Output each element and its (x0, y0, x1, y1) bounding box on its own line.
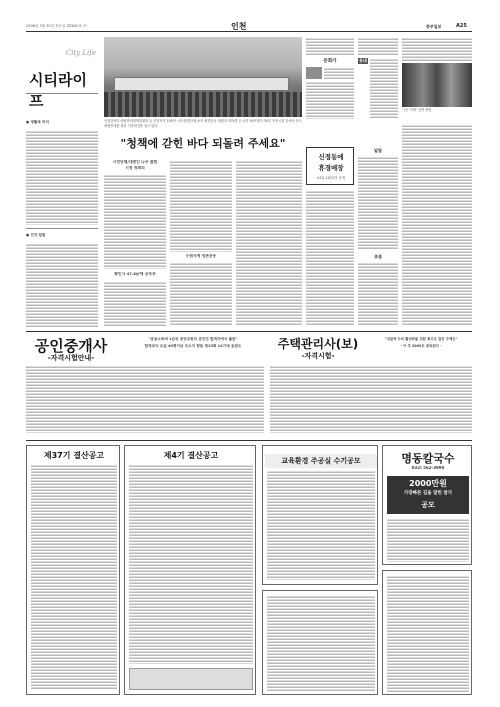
bottom-mid-text (267, 595, 375, 692)
focus-text (358, 262, 398, 326)
noodle-text (387, 518, 469, 562)
right-bottom-text (387, 575, 469, 692)
settlement-notice-left (26, 445, 120, 695)
event-box-line3: 14일 1회부터 운영 (316, 176, 346, 180)
noodle-banner-mid: 가장빠른 길을 달린 참가 (403, 491, 453, 496)
noodle-banner-big: 2000만원 (409, 479, 447, 488)
col4-header: 동네 (359, 58, 367, 63)
right-bottom-notice (382, 570, 472, 695)
education-notice (262, 445, 378, 585)
gallery-text-top (402, 37, 472, 61)
house-ad-quote: "내일에 주비 활성화를 위한 최우도 알은 주제는" (384, 337, 458, 341)
main-photo (104, 37, 302, 117)
noodle-phone: 032) 562-3990 (411, 466, 445, 470)
page-header (26, 22, 472, 32)
story3-headline: 확인사 47.8㎡에 공모중 (114, 272, 156, 276)
house-ad-title: 주택관리사(보) (277, 337, 359, 351)
city-life-en-title: City Life (65, 49, 96, 57)
house-ad (270, 335, 472, 435)
gallery-caption: 극단 '지평' 공연 장면 (402, 108, 432, 112)
agent-ad (26, 335, 264, 435)
left-text-2 (26, 243, 98, 328)
header-date: 2008년 3월 30일 목요일 제2840호 ㈜ (26, 24, 87, 28)
settlement-mid-table (129, 464, 253, 664)
left-item-head-1: ● 생활속 리더 (26, 120, 49, 124)
noodle-banner-small: 공모 (421, 501, 435, 509)
event-text (306, 190, 354, 326)
agent-ad-title: 공인중개사 (34, 337, 108, 355)
main-photo-caption: 인천앞바다 매립반대대책위원회 등 인천지역 100여 시민·환경단체 소속 환경운동 회원과 대학생 등 시민 50여명이 30일 인천시청 앞에서 송도 매립반대를 위한 기자회견을 열고 있다. (104, 119, 302, 128)
settlement-left-title: 제37기 결산공고 (43, 451, 105, 460)
story4-text (236, 160, 302, 326)
main-headline: "청책에 갇힌 바다 되돌려 주세요" (120, 137, 286, 150)
paper-name: 중부일보 (426, 24, 442, 29)
agent-ad-quote2: 합격보다 유일 40명이상 주소지 향동 제13회 14기에 응원도 (144, 344, 242, 348)
education-title: 교육환경 주공실 수기공모 (265, 454, 377, 468)
event-box-line2: 휴경매장 (318, 164, 344, 172)
culture-text-1 (324, 67, 354, 79)
notice-header: 알림 (374, 148, 382, 153)
left-text-1 (26, 130, 98, 225)
story1-headline: 시민단체/대변인 나주 출범 (112, 160, 158, 164)
story3-text (104, 281, 166, 326)
event-box (306, 147, 354, 185)
noodle-banner (387, 476, 469, 514)
house-ad-subtitle: -자격시험- (301, 352, 335, 360)
col4-text-top (358, 37, 398, 55)
house-ad-text (270, 365, 472, 433)
gallery-photo (402, 63, 472, 107)
noodle-ad (382, 445, 472, 565)
agent-ad-quote1: "금융소득에 1순위 중앙교원의 공인진 합격자에서 출판" (148, 337, 238, 341)
story2-headline: 수원사계 청론운동 (185, 254, 217, 258)
settlement-mid-title: 제4기 결산공고 (163, 451, 219, 460)
settlement-notice-mid (124, 445, 256, 695)
event-box-line1: 신정동에 (318, 153, 344, 161)
story2-text-b (170, 262, 232, 326)
page-number: A25 (456, 23, 467, 29)
agent-ad-text (26, 365, 264, 433)
culture-text-top (306, 37, 354, 55)
noodle-title: 명동칼국수 (401, 452, 455, 465)
col4-text-1 (370, 58, 398, 118)
city-life-ko-title: 시티라이프 (29, 71, 87, 110)
culture-photo-1 (306, 67, 322, 79)
city-life-block (26, 37, 98, 115)
settlement-left-table (31, 464, 117, 689)
story2-text-a (170, 160, 232, 252)
house-ad-quote2: - 이 추 2009도 증득된다 - (400, 344, 442, 348)
section-title: 인천 (231, 22, 247, 31)
settlement-mid-footer (129, 668, 253, 690)
notice-text (358, 156, 398, 250)
agent-ad-subtitle: -자격시험안내- (47, 354, 95, 362)
bottom-mid-notice (262, 590, 378, 695)
story1-text (104, 174, 166, 269)
education-text (267, 470, 375, 580)
focus-header: 초점 (374, 254, 382, 259)
culture-text-2 (306, 81, 354, 119)
story1-sub: 시청 첫회의 (125, 166, 145, 170)
left-item-head-2: ● 건강 칼럼 (26, 233, 46, 237)
culture-header: 문화가 (323, 59, 337, 64)
far-right-text (402, 124, 472, 326)
